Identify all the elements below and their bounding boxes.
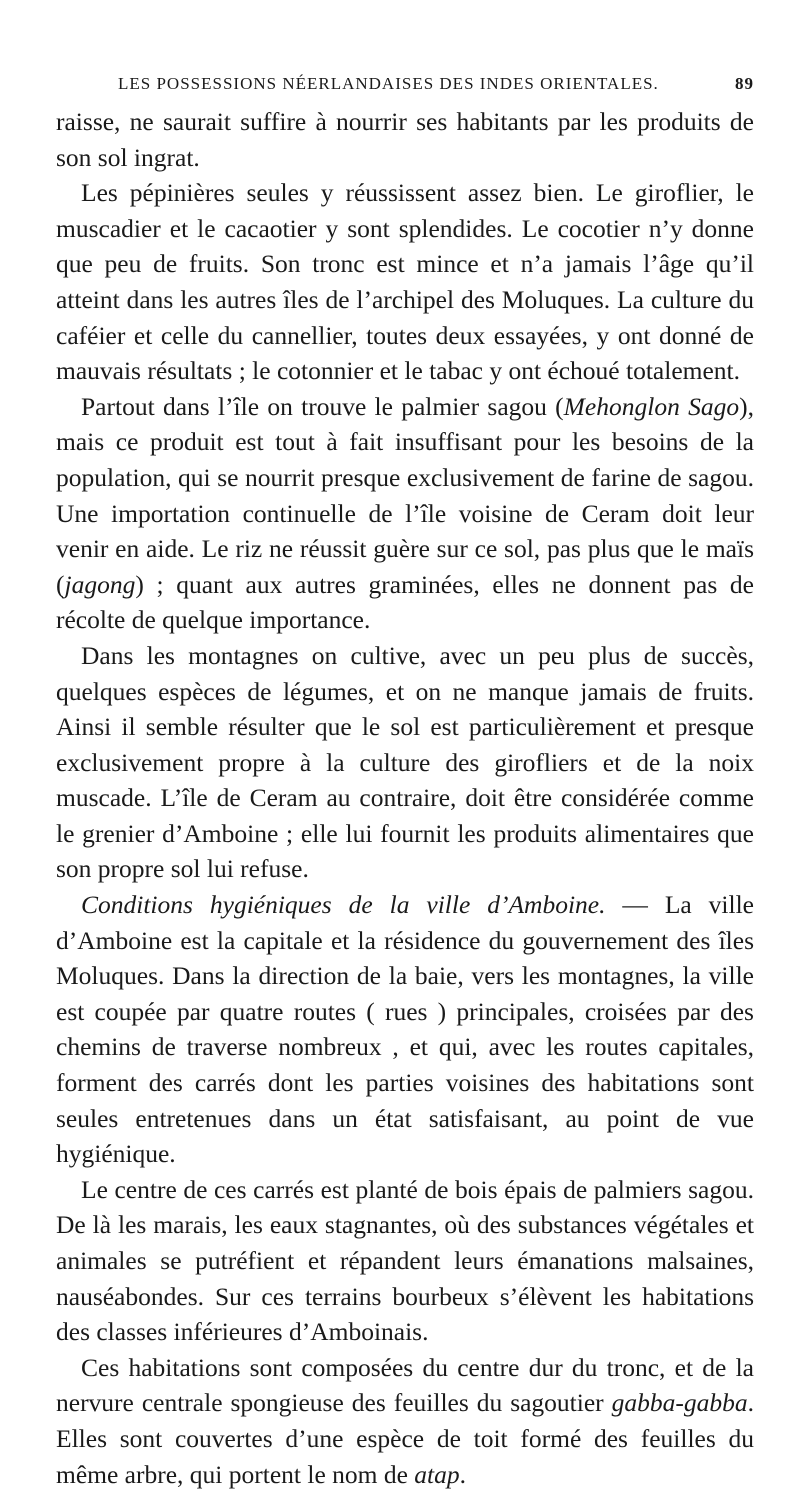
- paragraph: [56, 887, 754, 1172]
- text-run: Partout dans l’île on trouve le palmier sagou (: [81, 391, 564, 421]
- italic-run: Conditions hygiéniques de la ville d’Amboine.: [81, 890, 606, 920]
- paragraph: [56, 638, 754, 887]
- paragraph: [56, 389, 754, 638]
- paragraph: [56, 104, 754, 175]
- text-run: . Elles sont couvertes d’une espèce de toit formé des feuilles du même arbre, qui portent le nom de: [56, 1388, 754, 1489]
- body-text: [56, 104, 754, 1492]
- text-run: Ces habitations sont composées du centre dur du tronc, et de la nervure centrale spongieuse des feuilles du sagoutier: [56, 1352, 754, 1418]
- text-run: Les pépinières seules y réussissent assez bien. Le giroflier, le muscadier et le cacaotier y sont splendides. Le cocotier n’y donne que peu de fruits. Son tronc est mince et n’a jamais l’âge qu’il atteint dans les autres îles de l’archipel des Moluques. La culture du caféier et celle du cannellier, toutes deux essayées, y ont donné de mauvais résultats ; le cotonnier et le tabac y ont échoué totalement.: [56, 178, 754, 386]
- text-run: ), mais ce produit est tout à fait insuffisant pour les besoins de la population, qui se nourrit presque exclusivement de farine de sagou. Une importation continuelle de l’île voisine de Ceram doit leur venir en aide. Le riz ne réussit guère sur ce sol, pas plus que le maïs (: [56, 391, 754, 599]
- italic-run: Mehonglon Sago: [563, 391, 740, 421]
- text-run: — La ville d’Amboine est la capitale et la résidence du gouvernement des îles Moluques. Dans la direction de la baie, vers les montagnes, la ville est coupée par quatre routes ( rues ) principales, croisées par des chemins de traverse nombreux , et qui, avec les routes capitales, forment des carrés dont les parties voisines des habitations sont seules entretenues dans un état satisfaisant, au point de vue hygiénique.: [56, 890, 754, 1169]
- text-run: Le centre de ces carrés est planté de bois épais de palmiers sagou. De là les marais, les eaux stagnantes, où des substances végétales et animales se putréfient et répandent leurs émanations malsaines, nauséabondes. Sur ces terrains bourbeux s’élèvent les habitations des classes inférieures d’Amboinais.: [56, 1174, 754, 1347]
- italic-run: gabba-gabba: [611, 1388, 748, 1418]
- running-title: LES POSSESSIONS NÉERLANDAISES DES INDES ORIENTALES.: [118, 74, 659, 93]
- paragraph: [56, 1172, 754, 1350]
- running-header: [118, 74, 754, 98]
- text-run: Dans les montagnes on cultive, avec un peu plus de succès, quelques espèces de légumes, et on ne manque jamais de fruits. Ainsi il semble résulter que le sol est particulièrement et presque exclusivement propre à la culture des girofliers et de la noix muscade. L’île de Ceram au contraire, doit être considérée comme le grenier d’Amboine ; elle lui fournit les produits alimentaires que son propre sol lui refuse.: [56, 640, 754, 884]
- text-run: raisse, ne saurait suffire à nourrir ses habitants par les produits de son sol ingrat.: [56, 107, 754, 172]
- paragraph: [56, 175, 754, 389]
- text-run: ) ; quant aux autres graminées, elles ne donnent pas de récolte de quelque importance.: [56, 569, 754, 635]
- italic-run: jagong: [64, 569, 136, 599]
- italic-run: atap: [414, 1459, 460, 1489]
- text-run: .: [459, 1459, 467, 1489]
- page-number: 89: [735, 74, 754, 93]
